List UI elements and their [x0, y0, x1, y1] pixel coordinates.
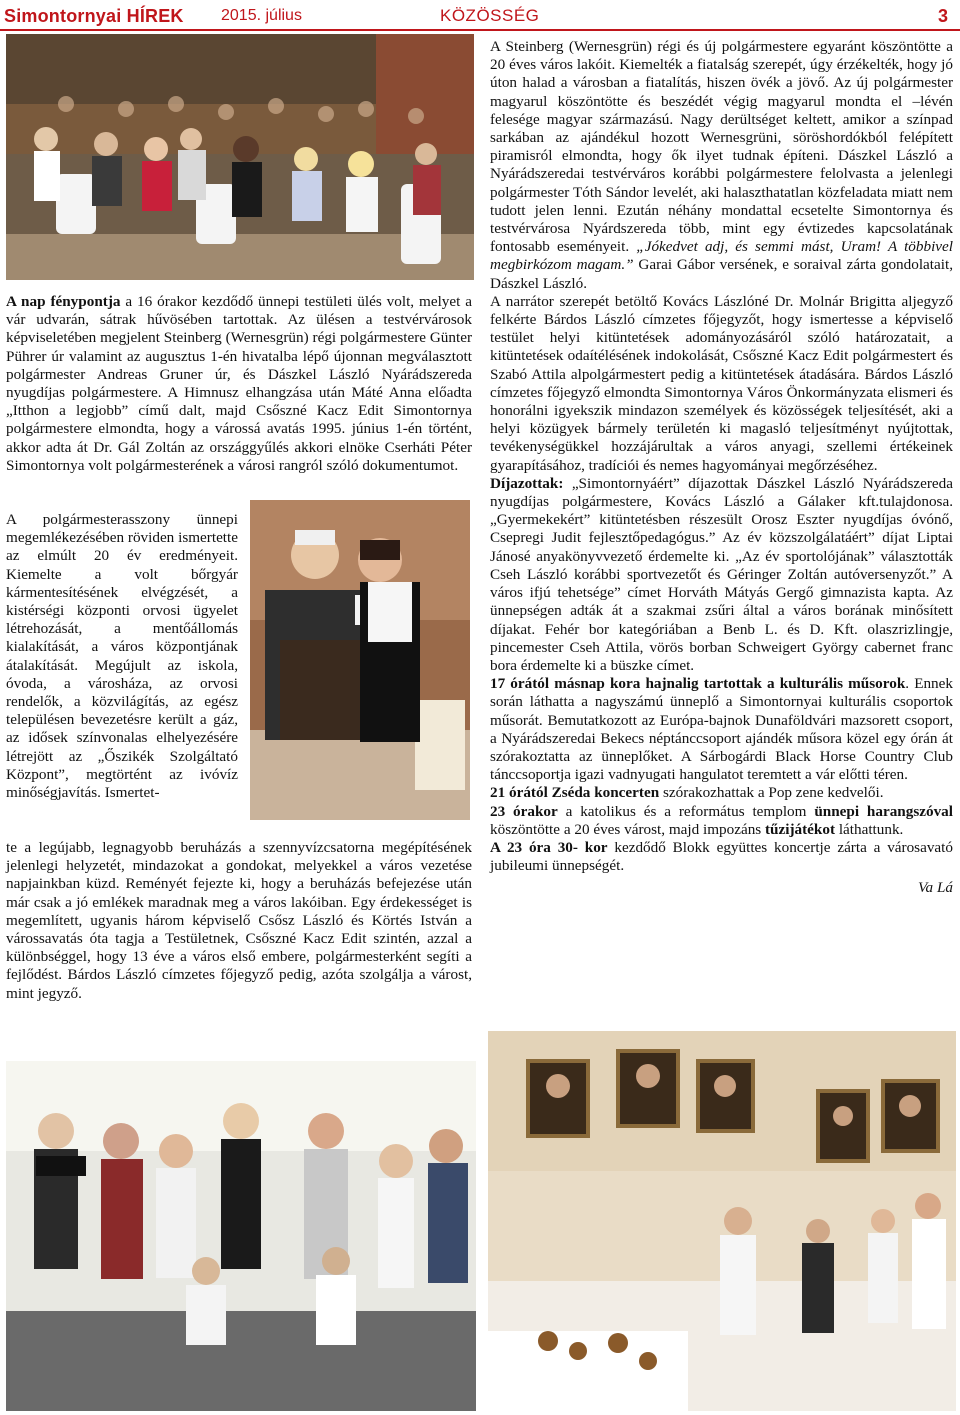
concert-label: 21 órától Zséda koncerten	[490, 784, 660, 802]
poem-quote: „Jókedvet adj, és semmi mást, Uram! A többivel megbirkózom magam.”	[490, 238, 953, 274]
paragraph-2a: A polgármesterasszony ünnepi megemlékezésében röviden ismertette az elmúlt 20 év eredményeit. Kiemelte a volt bőrgyár kármentesítésének elvégzését, a kistérségi központi orvosi ügyelet létrehozását, a mentőállomás kialakítását, a város központjának átalakítását. Megújult az iskola, óvoda, a városháza, az orvosi rendelők, a közvilágítás, az egész településen bevezetésre került a gáz, az idősek színvonalas elhelyezésére létrejött az „Őszikék Szolgáltató Központ”, megtörtént az ivóvíz minőségjavítás. Ismertet-	[6, 511, 238, 802]
page-header	[0, 0, 960, 30]
right-paragraph-1	[490, 38, 953, 293]
bells-text-c: láthattunk.	[835, 820, 904, 838]
author-signature: Va Lá	[917, 879, 953, 897]
right-paragraph-5	[490, 784, 953, 802]
paragraph-2b: te a legújabb, legnagyobb beruházás a szennyvízcsatorna megépítésének jelenlegi helyzetét, mindazokat a gondokat, melyekkel a város vezetése napjainkban küzd. Reményét fejezte ki, hogy a beruházás befejezése után már csak a jó emlékek maradnak meg a város lakóiban. Egy érdekességet is megemlített, ugyanis három képviselő Csősz László és Körtés István a várossavatás óta tagja a Testületnek, Csőszné Kacz Edit szintén, azzal a különbséggel, hogy 13 éve a város első embere, polgármesterként segíti a fejlődést. Bárdos László címzetes főjegyző pedig, azóta szolgálja a várost, mint jegyző.	[6, 839, 472, 1002]
photo-speakers	[250, 500, 470, 820]
lead-highlight: A nap fénypontja	[6, 293, 121, 310]
lead-text: a 16 órakor kezdődő ünnepi testületi ülés volt, melyet a vár udvarán, sátrak hűvösében tartottak.	[6, 293, 472, 329]
section-title: KÖZÖSSÉG	[440, 6, 540, 25]
left-article-bottom	[6, 839, 472, 1003]
photo-awardees-group	[6, 1061, 476, 1411]
header-rule	[0, 29, 960, 31]
left-article-top	[6, 293, 472, 475]
awardees-text: „Simontornyáért” díjazottak Dászkel László Nyárádszereda nyugdíjas polgármestere, Kovács László a Gálaker kft.tulajdonosa. „Gyermekekért” kitüntetésben részesült Orosz Eszter nyugdíjas óvónő, Csepregi Judit fejlesztőpedagógus.” Az év közszolgálatáért” díjat Liptai Jánosé anyakönyvvezető érdemelte ki. „Az év sportolójának” választották Cseh László korábbi sportvezetőt és Géringer Zoltán autóversenyzőt.” A város ifjú tehetsége” címet Horváth Mátyás Gergő gimnazista kapta. Az ünnepségen adták át a szakmai zsűri által a város borának minősített díjakat. Fehér bor kategóriában a Benb L. és D. Kft. olaszrizlingje, pincemester Cseh Attila, vörös borban Schweigert György cabernet franc bora érdemelte ki a büszke címet.	[490, 474, 953, 674]
cultural-program-label: 17 órától másnap kora hajnalig tartottak a kulturális műsorok	[490, 675, 906, 693]
bells-time-label: 23 órakor	[490, 802, 558, 820]
right-article	[490, 38, 953, 898]
publication-title: Simontornyai HÍREK	[4, 6, 184, 26]
cultural-program-text: . Ennek során láthatta a nagyszámú ünneplő a Simontornyai kulturális csoportok műsorát. Bemutatkozott az Európa-bajnok Dunaföldvári mazsorett csoport, a Nyárádszeredai Bekecs néptánccsoport ajándék műsora közel egy órán át szórakoztatta az ünneplőket. A Sárbogárdi Black Horse Country Club tánccsoportja igazi vadnyugati hangulatot teremtett a vár előtti téren.	[490, 675, 953, 784]
bells-label: ünnepi harangszóval	[814, 802, 953, 820]
right-paragraph-3	[490, 475, 953, 675]
awardees-label: Díjazottak:	[490, 474, 564, 492]
paragraph-1: Az ülésen a testvérvárosok képviseletében megjelent Steinberg (Wernesgrün) régi polgármestere Günter Pührer úr valamint az augusztus 1-én hivatalba lépő újonnan megválasztott polgármester Andreas Gruner úr, és Dászkel László Nyárádszereda nyugdíjas polgármestere. A Himnusz elhangzása után Máté Anna előadta „Itthon a legjobb” című dalt, majd Csőszné Kacz Edit Simontornya polgármestere elmondta, hogy a várossá avatás 1995. június 1-én történt, akkor adta át Dr. Gál Zoltán az országgyűlés akkori elnöke Cserháti Péter Simontornya volt polgármesterének a városi rangról szóló dokumentumot.	[6, 311, 472, 474]
concert-text: szórakozhattak a Pop zene kedvelői.	[659, 784, 884, 802]
left-article-narrow	[6, 511, 238, 802]
right-paragraph-7	[490, 839, 953, 875]
bells-text-a: a katolikus és a református templom	[557, 802, 815, 820]
issue-date: 2015. július	[221, 7, 302, 24]
right-p1-text: A Steinberg (Wernesgrün) régi és új polgármestere egyaránt köszöntötte a 20 éves város lakóit. Kiemelték a fiatalság szerepét, úgy érzékelték, hogy jó úton halad a városban a fiatalítás, hiszen övék a jövő. Az új polgármester magyarul köszöntötte és beszédét végig magyarul mondta el –lévén felesége magyar származású. Nagy derültséget keltett, amikor a színpad sarkában az ajándékul hozott Wernesgrüni, söröshordókból felépített piramisról elmondta, hogy ők ilyet tudnak építeni. Dászkel László a Nyárádszeredai testvérváros korábbi polgármestere felolvasta a jelenlegi polgármester Tóth Sándor levelét, aki halaszthatatlan közfeladata miatt nem tudott jelen lenni. Ezután néhány mondattal ecsetelte Simontornya és testvérvárosa Nyárdszereda több, mint egy évtizedes kapcsolatának fontosabb eseményeit.	[490, 38, 953, 256]
page-number: 3	[937, 6, 948, 26]
fireworks-label: tűzijátékot	[765, 820, 836, 838]
lead-paragraph	[6, 293, 472, 475]
photo-audience	[6, 34, 474, 280]
photo-castle-hall	[488, 1031, 956, 1411]
blokk-text: kezdődő Blokk együttes koncertje zárta a városavató jubileumi ünnepségét.	[490, 838, 953, 875]
bells-text-b: köszöntötte a 20 éves várost, majd impozáns	[490, 820, 765, 838]
right-paragraph-2: A narrátor szerepét betöltő Kovács Lászlóné Dr. Molnár Brigitta aljegyző felkérte Bárdos László címzetes főjegyzőt, hogy ismertesse a képviselő testület helyi kitüntetések adományozásáról szóló határozatait, a kitüntetések odaítélésének indokolását, Csőszné Kacz Edit polgármestert és Szabó Attila alpolgármestert pedig a kitüntetések átadására. Bárdos László címzetes főjegyző elmondta Simontornya Város Önkormányzata elismeri és honorálni igyekszik mindazon személyek és közösségek teljesítését, aki a helyi közügyek bármely területén ki magasló teljesítményt nyújtottak, tevékenységükkel hozzájárultak a város anyagi, szellemi értékeinek gyarapításához, tradíciói és nemes hagyományai megőrzéséhez.	[490, 292, 953, 474]
right-p1-end: Garai Gábor versének, e soraival zárta gondolatait, Dászkel László.	[490, 256, 953, 292]
blokk-time-label: A 23 óra 30- kor	[490, 838, 608, 856]
right-paragraph-4	[490, 675, 953, 784]
right-paragraph-6	[490, 803, 953, 839]
